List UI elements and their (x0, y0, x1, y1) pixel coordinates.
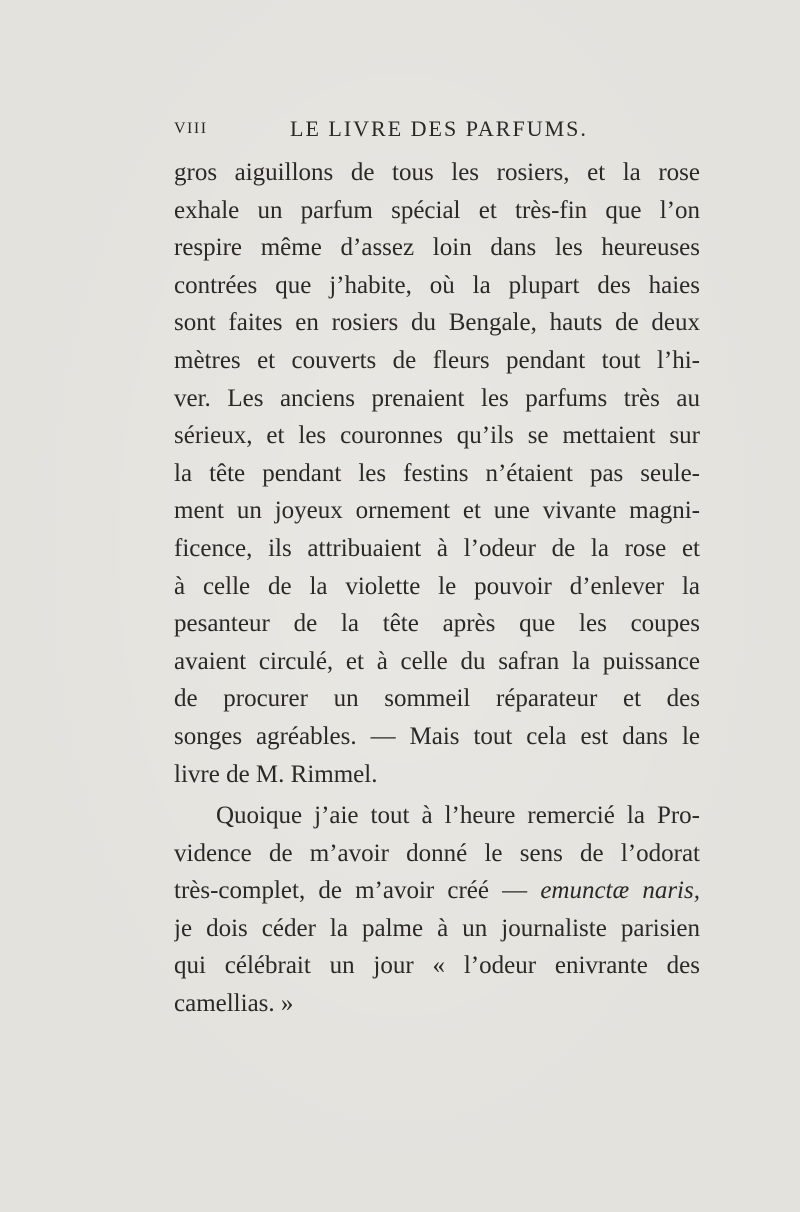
text-line: de procurer un sommeil réparateur et des (174, 685, 700, 713)
text-line: exhale un parfum spécial et très-fin que l’on (174, 196, 700, 224)
text-line: je dois céder la palme à un journaliste parisien (174, 914, 700, 942)
text-line: qui célébrait un jour « l’odeur enivrante des (174, 952, 700, 980)
text-line: ver. Les anciens prenaient les parfums très au (174, 384, 700, 412)
text-line: pesanteur de la tête après que les coupes (174, 610, 700, 638)
text-line: respire même d’assez loin dans les heureuses (174, 234, 700, 262)
text-line: Quoique j’aie tout à l’heure remercié la Pro- (216, 802, 700, 830)
text-line: mètres et couverts de fleurs pendant tout l’hi- (174, 346, 700, 374)
text-line: songes agréables. — Mais tout cela est dans le (174, 722, 700, 750)
text-fragment: très-complet, de m’avoir créé — (174, 877, 541, 905)
running-head (174, 116, 700, 146)
text-line: avaient circulé, et à celle du safran la puissance (174, 647, 700, 675)
text-line: contrées que j’habite, où la plupart des haies (174, 271, 700, 299)
text-line: ment un joyeux ornement et une vivante magni- (174, 497, 700, 525)
text-line-with-italic (174, 872, 700, 910)
text-line: gros aiguillons de tous les rosiers, et la rose (174, 159, 700, 186)
paragraph-1 (174, 154, 700, 793)
text-line: livre de M. Rimmel. (174, 760, 378, 788)
text-line: la tête pendant les festins n’étaient pas seule- (174, 459, 700, 487)
text-line: camellias. » (174, 990, 294, 1018)
italic-latin-phrase: emunctæ naris, (540, 877, 700, 905)
text-line: ficence, ils attribuaient à l’odeur de la rose et (174, 534, 700, 562)
running-title: LE LIVRE DES PARFUMS. (290, 116, 588, 141)
page-number: VIII (174, 120, 208, 137)
text-line: à celle de la violette le pouvoir d’enlever la (174, 572, 700, 600)
text-line: sont faites en rosiers du Bengale, hauts de deux (174, 309, 700, 337)
text-block (174, 154, 700, 1023)
paragraph-2 (174, 797, 700, 1023)
text-line: sérieux, et les couronnes qu’ils se mettaient sur (174, 422, 700, 450)
text-line: vidence de m’avoir donné le sens de l’odorat (174, 839, 700, 867)
